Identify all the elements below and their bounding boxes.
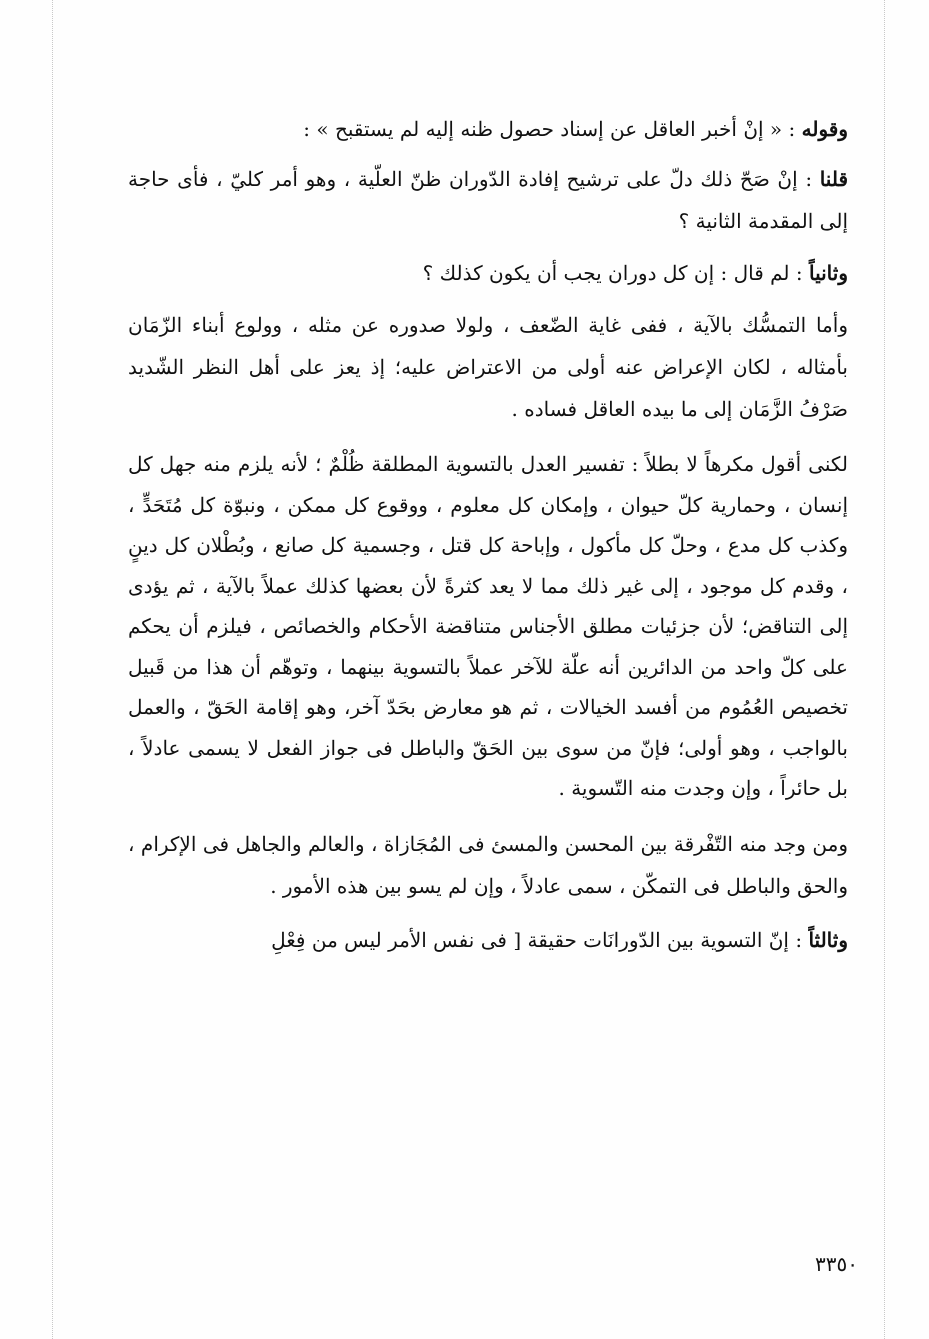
paragraph-text: لكنى أقول مكرهاً لا بطلاً : تفسير العدل بالتسوية المطلقة ظُلْمٌ ؛ لأنه يلزم منه جهل كل إنسان ، وحمارية كلّ حيوان ، وإمكان كل معلوم ، ووقوع كل ممكن ، ونبوّة كل مُتَحَدٍّ ، وكذب كل مدع ، وحلّ كل مأكول ، وإباحة كل قتل ، وجسمية كل صانع ، وبُطْلان كل دينٍ ، وقدم كل موجود ، إلى غير ذلك مما لا يعد كثرةً لأن بعضها كذلك عملاً بالآية ، ثم يؤدى إلى التناقض؛ لأن جزئيات مطلق الأجناس متناقضة الأحكام والخصائص ، فيلزم أن يحكم على كلّ واحد من الدائرين أنه علّة للآخر عملاً بالتسوية بينهما ، وتوهّم أن هذا من قَبيل تخصيص العُمُوم من أفسد الخيالات ، ثم هو معارض بحَدّ آخر، وهو إقامة الحَقّ ، والعمل بالواجب ، وهو أولى؛ فإنّ من سوى بين الحَقّ والباطل فى جواز الفعل لا يسمى عادلاً ، بل حائراً ، وإن وجدت منه التّسوية .: [128, 452, 849, 800]
paragraph-lead: قلنا: [819, 167, 848, 191]
paragraph-6: [128, 823, 848, 907]
paragraph-7: [128, 919, 848, 961]
paragraph-text: : « إنْ أخبر العاقل عن إسناد حصول ظنه إليه لم يستقبح » :: [303, 117, 802, 141]
body-text: [128, 108, 848, 975]
paragraph-text: : إنْ صَحّ ذلك دلّ على ترشيح إفادة الدّوران ظنّ العلّية ، وهو أمر كليّ ، فأى حاجة إلى المقدمة الثانية ؟: [128, 167, 848, 233]
paragraph-text: وأما التمسُّك بالآية ، ففى غاية الضّعف ، ولولا صدوره عن مثله ، وولوع أبناء الزّمَان بأمثاله ، لكان الإعراض عنه أولى من الاعتراض عليه؛ إذ يعز على أهل النظر الشّديد صَرْفُ الزَّمَان إلى ما بيده العاقل فساده .: [128, 313, 848, 421]
page-number: ٣٣٥٠: [815, 1252, 858, 1276]
paragraph-5: [128, 444, 848, 809]
paragraph-text: ومن وجد منه التّفْرقة بين المحسن والمسئ فى المُجَازاة ، والعالم والجاهل فى الإكرام ، والحق والباطل فى التمكّن ، سمى عادلاً ، وإن لم يسو بين هذه الأمور .: [128, 831, 848, 898]
paragraph-lead: وثانياً: [808, 261, 848, 285]
paragraph-text: : لم قال : إن كل دوران يجب أن يكون كذلك ؟: [422, 261, 809, 285]
paragraph-2: [128, 158, 848, 242]
paragraph-text: : إنّ التسوية بين الدّورانَات حقيقة [ فى نفس الأمر ليس من فِعْلِ: [271, 927, 809, 952]
paragraph-4: [128, 304, 848, 430]
right-margin-dots: [884, 0, 885, 1339]
paragraph-lead: وقوله: [801, 117, 848, 141]
paragraph-3: [128, 252, 848, 294]
paragraph-1: [128, 108, 848, 150]
left-margin-dots: [52, 0, 53, 1339]
paragraph-lead: وثالثاً: [808, 927, 848, 952]
